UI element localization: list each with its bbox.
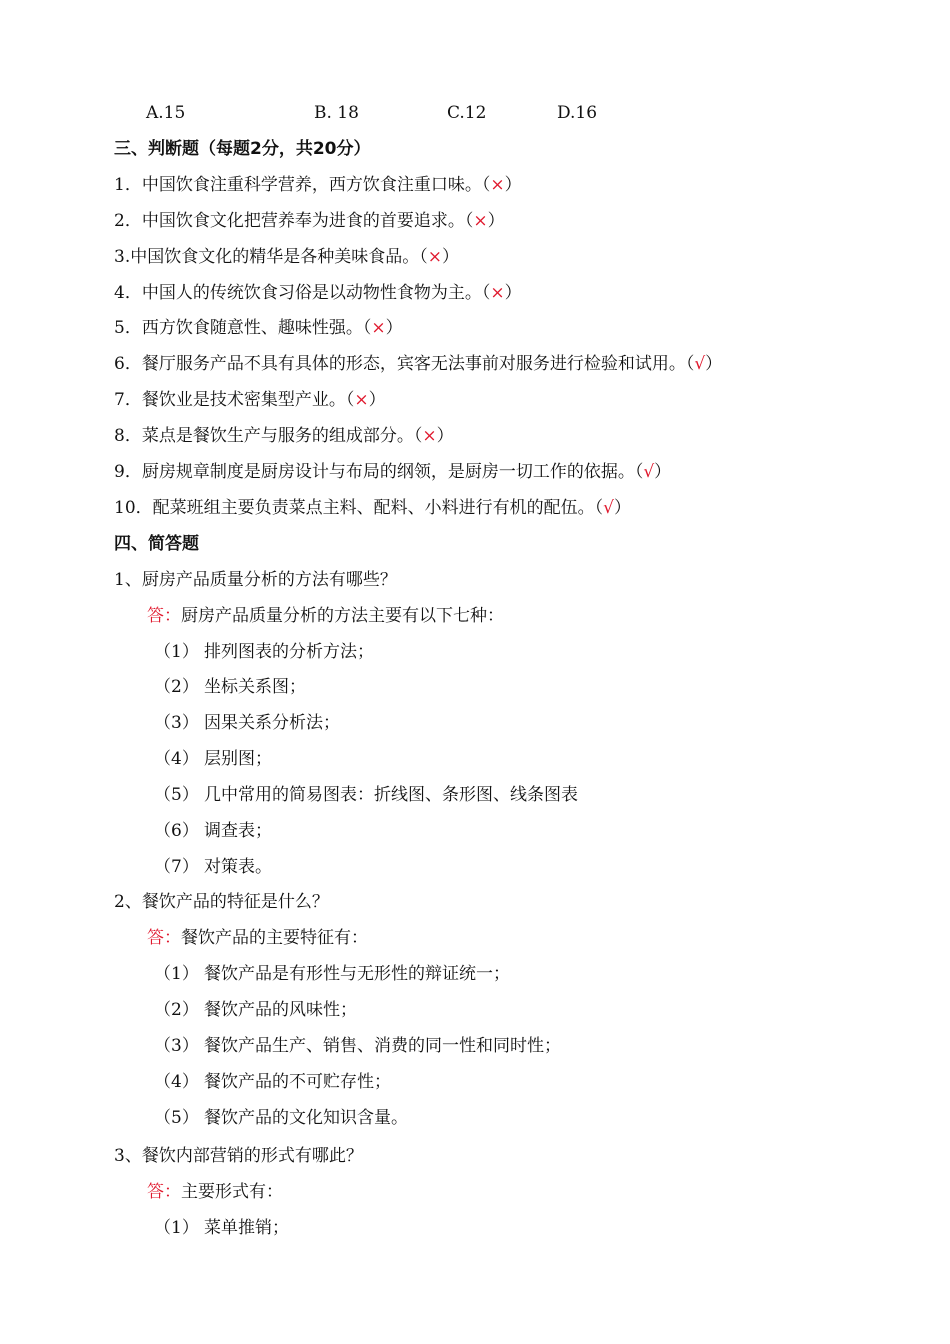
option-a: A.15 [146,103,186,123]
answer-intro: 答：餐饮产品的主要特征有： [147,928,368,948]
answer-point: （4） 层别图； [154,749,272,769]
answer-point: （2） 餐饮产品的风味性； [154,1000,357,1020]
answer-options [0,95,950,131]
answer-point: （1） 排列图表的分析方法； [154,642,374,662]
judgment-item: 1．中国饮食注重科学营养，西方饮食注重口味。（×） [114,175,522,195]
judgment-item: 10．配菜班组主要负责菜点主料、配料、小料进行有机的配伍。（√） [114,498,631,518]
answer-point: （3） 餐饮产品生产、销售、消费的同一性和同时性； [154,1036,561,1056]
answer-point: （5） 餐饮产品的文化知识含量。 [154,1108,408,1128]
wrong-mark: × [473,211,488,231]
answer-point: （5） 几中常用的简易图表：折线图、条形图、线条图表 [154,785,578,805]
answer-point: （7） 对策表。 [154,857,272,877]
answer-label: 答： [147,606,181,626]
answer-point: （2） 坐标关系图； [154,677,306,697]
judgment-item: 6．餐厅服务产品不具有具体的形态，宾客无法事前对服务进行检验和试用。（√） [114,354,723,374]
wrong-mark: × [354,390,369,410]
answer-point: （1） 餐饮产品是有形性与无形性的辩证统一； [154,964,510,984]
section-4-title: 四、简答题 [114,534,199,554]
question: 3、餐饮内部营销的形式有哪此？ [114,1146,363,1166]
judgment-item: 3.中国饮食文化的精华是各种美味食品。（×） [114,247,459,267]
option-c: C.12 [447,103,487,123]
section-3-title: 三、判断题（每题2分，共20分） [114,139,371,159]
option-b: B. 18 [314,103,359,123]
judgment-item: 2．中国饮食文化把营养奉为进食的首要追求。（×） [114,211,505,231]
answer-point: （4） 餐饮产品的不可贮存性； [154,1072,391,1092]
wrong-mark: × [427,247,442,267]
answer-point: （3） 因果关系分析法； [154,713,340,733]
question: 1、厨房产品质量分析的方法有哪些？ [114,570,397,590]
judgment-item: 9．厨房规章制度是厨房设计与布局的纲领，是厨房一切工作的依据。（√） [114,462,672,482]
check-mark: √ [643,462,655,482]
judgment-item: 8．菜点是餐饮生产与服务的组成部分。（×） [114,426,454,446]
judgment-item: 4．中国人的传统饮食习俗是以动物性食物为主。（×） [114,283,522,303]
answer-point: （6） 调查表； [154,821,272,841]
answer-point: （1） 菜单推销； [154,1218,289,1238]
question: 2、餐饮产品的特征是什么？ [114,892,329,912]
wrong-mark: × [422,426,437,446]
option-d: D.16 [557,103,598,123]
answer-label: 答： [147,1182,181,1202]
judgment-item: 7．餐饮业是技术密集型产业。（×） [114,390,386,410]
judgment-item: 5．西方饮食随意性、趣味性强。（×） [114,318,403,338]
check-mark: √ [603,498,614,518]
answer-label: 答： [147,928,181,948]
wrong-mark: × [490,283,505,303]
check-mark: √ [694,354,706,374]
answer-intro: 答：主要形式有： [147,1182,283,1202]
wrong-mark: × [490,175,505,195]
wrong-mark: × [371,318,386,338]
answer-intro: 答：厨房产品质量分析的方法主要有以下七种： [147,606,504,626]
